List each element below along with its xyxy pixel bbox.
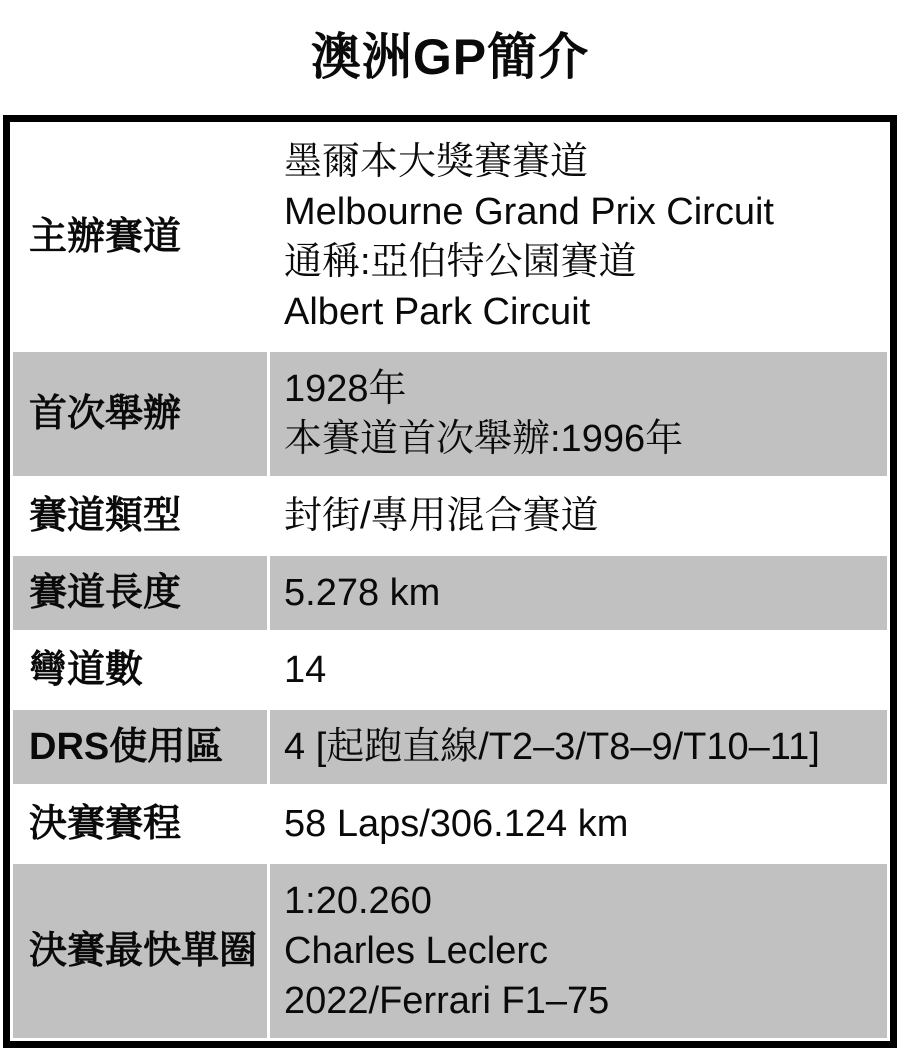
table-row-host-circuit [13,125,887,349]
table-row-circuit-length [13,556,887,630]
value-line: 58 Laps/306.124 km [284,803,629,845]
value-line: 1928年 [284,368,407,410]
value-line: 本賽道首次舉辦:1996年 [284,418,684,460]
row-label: 首次舉辦 [13,352,267,476]
value-line: Albert Park Circuit [284,291,591,333]
row-value [270,479,887,553]
row-label: 主辦賽道 [13,125,267,349]
page-title: 澳洲GP簡介 [310,29,590,85]
value-line: 封街/專用混合賽道 [284,495,599,537]
gp-info-table [3,115,897,1048]
value-line: 14 [284,649,327,691]
value-line: 4 [起跑直線/T2–3/T8–9/T10–11] [284,726,820,768]
row-value [270,556,887,630]
row-value [270,787,887,861]
table-row-drs-zones [13,710,887,784]
value-line: 2022/Ferrari F1–75 [284,980,610,1022]
table-row-fastest-lap [13,864,887,1038]
row-value [270,710,887,784]
row-value [270,125,887,349]
value-line: 通稱:亞伯特公園賽道 [284,241,637,283]
value-line: 5.278 km [284,572,441,614]
row-label: 決賽最快單圈 [13,864,267,1038]
row-label: 彎道數 [13,633,267,707]
row-label: 賽道長度 [13,556,267,630]
table-row-corner-count [13,633,887,707]
row-value [270,864,887,1038]
table-row-race-distance [13,787,887,861]
table-row-first-held [13,352,887,476]
page [0,26,900,1056]
row-label: DRS使用區 [13,710,267,784]
row-value [270,633,887,707]
value-line: Charles Leclerc [284,930,548,972]
row-value [270,352,887,476]
table-row-circuit-type [13,479,887,553]
value-line: 1:20.260 [284,880,432,922]
value-line: Melbourne Grand Prix Circuit [284,191,774,233]
row-label: 賽道類型 [13,479,267,553]
value-line: 墨爾本大獎賽賽道 [284,141,589,183]
row-label: 決賽賽程 [13,787,267,861]
